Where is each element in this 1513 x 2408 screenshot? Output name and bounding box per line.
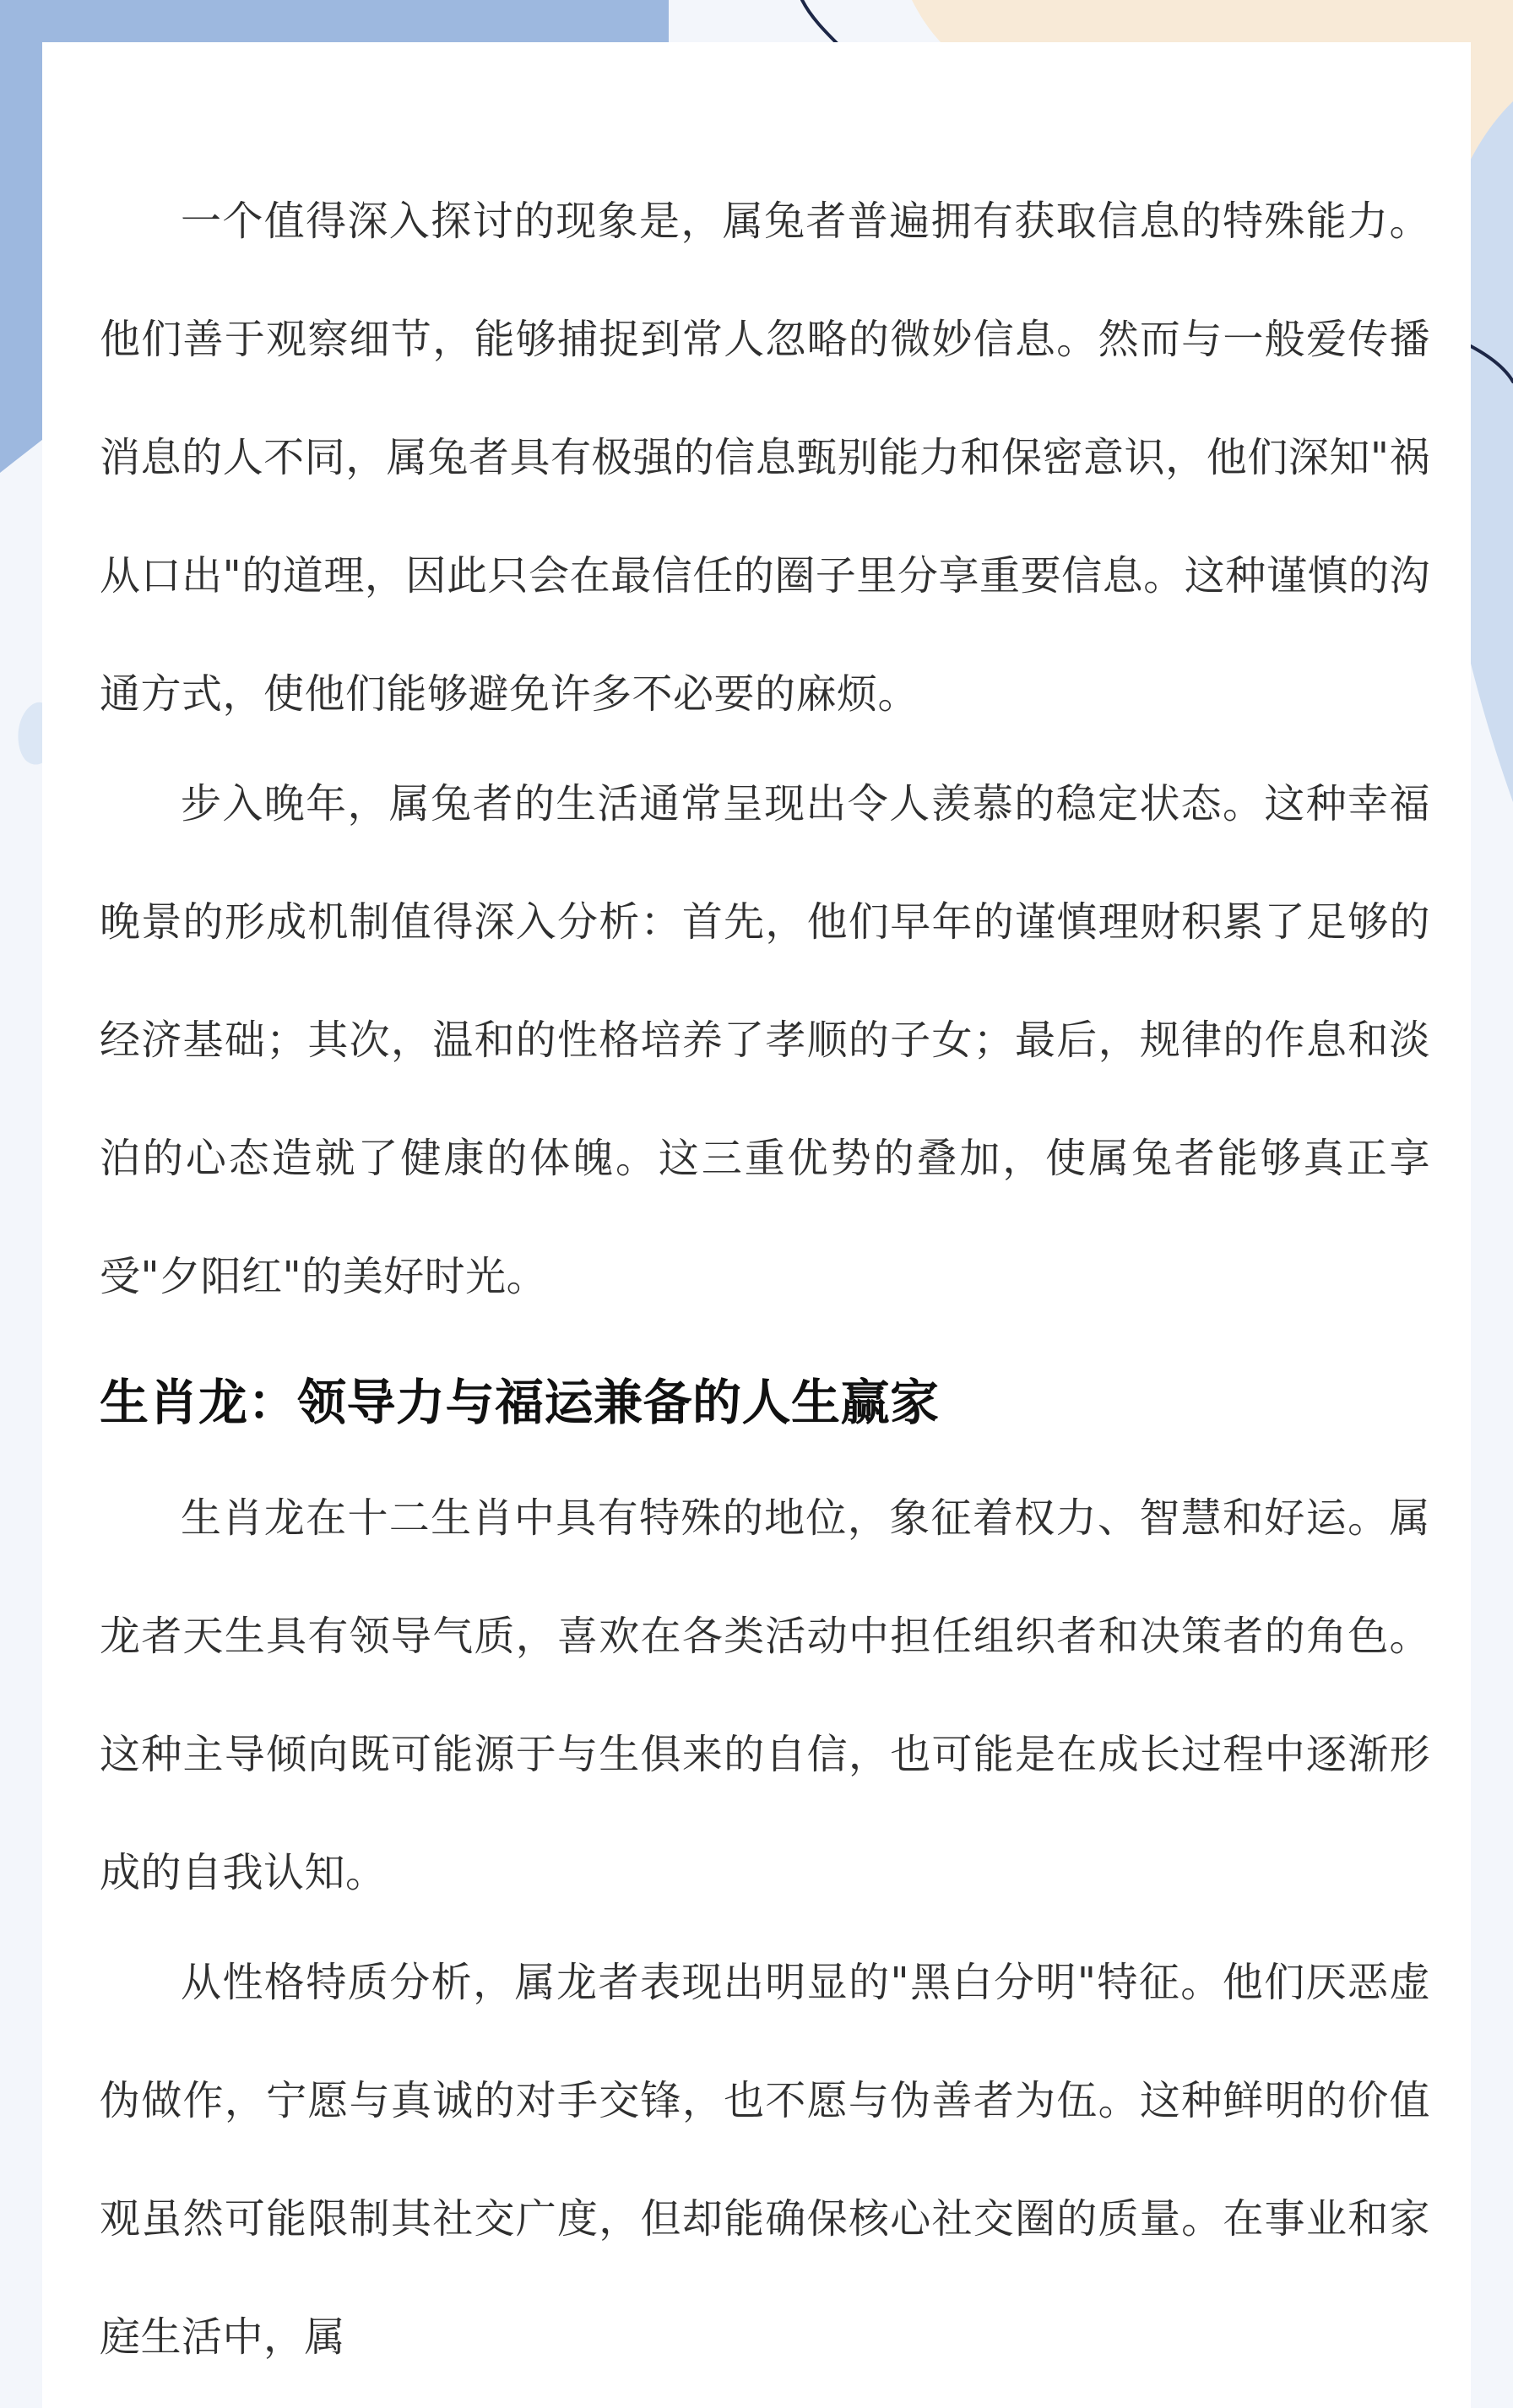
paragraph-rabbit-old-age: 步入晚年，属兔者的生活通常呈现出令人羡慕的稳定状态。这种幸福晚景的形成机制值得深入分析：首先，他们早年的谨慎理财积累了足够的经济基础；其次，温和的性格培养了孝顺的子女；最后，规律的作息和淡泊的心态造就了健康的体魄。这三重优势的叠加，使属兔者能够真正享受"夕阳红"的美好时光。 [100, 780, 1430, 1300]
article-card [42, 42, 1471, 2408]
paragraph-rabbit-info: 一个值得深入探讨的现象是，属兔者普遍拥有获取信息的特殊能力。他们善于观察细节，能够捕捉到常人忽略的微妙信息。然而与一般爱传播消息的人不同，属兔者具有极强的信息甄别能力和保密意识，他们深知"祸从口出"的道理，因此只会在最信任的圈子里分享重要信息。这种谨慎的沟通方式，使他们能够避免许多不必要的麻烦。 [100, 198, 1430, 718]
paragraph-dragon-traits: 从性格特质分析，属龙者表现出明显的"黑白分明"特征。他们厌恶虚伪做作，宁愿与真诚的对手交锋，也不愿与伪善者为伍。这种鲜明的价值观虽然可能限制其社交广度，但却能确保核心社交圈的质量。在事业和家庭生活中，属 [100, 1959, 1430, 2361]
paragraph-dragon-status: 生肖龙在十二生肖中具有特殊的地位，象征着权力、智慧和好运。属龙者天生具有领导气质，喜欢在各类活动中担任组织者和决策者的角色。这种主导倾向既可能源于与生俱来的自信，也可能是在成长过程中逐渐形成的自我认知。 [100, 1494, 1430, 1896]
section-title-dragon: 生肖龙：领导力与福运兼备的人生赢家 [100, 1374, 940, 1431]
